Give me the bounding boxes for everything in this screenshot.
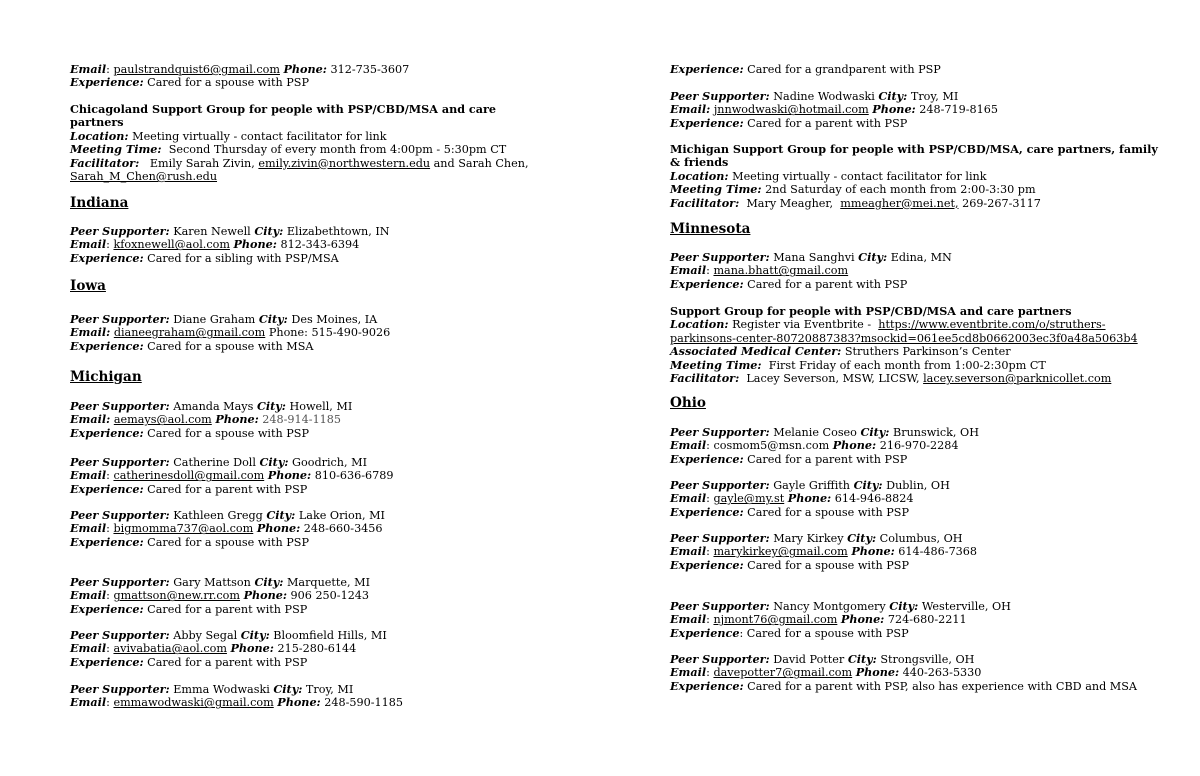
email-link[interactable]: gayle@my.st <box>713 492 785 506</box>
email-link[interactable]: dianeegraham@gmail.com <box>113 326 266 340</box>
email-link[interactable]: kfoxnewell@aol.com <box>113 238 230 252</box>
minnesota-support-group: Support Group for people with PSP/CBD/MSA and care partners Location: Register via Eventbrite - https://www.eventbrite.com/o/struthers- parkinsons-center-80720887383?msockid=061ee5cd8b0662003ec3f0a48a5063b4 Associated Medical Center: Struthers Parkinson’s Center Meeting Time: First Friday of each month from 1:00-2:30pm CT Facilitator: Lacey Severson, MSW, LICSW, lacey.severson@parknicollet.com <box>670 304 1138 386</box>
peer-supporter-entry: Peer Supporter: Mary Kirkey City: Columbus, OH Email: marykirkey@gmail.com Phone: 614-486-7368 Experience: Cared for a spouse with PSP <box>670 531 978 572</box>
eventbrite-link[interactable]: https://www.eventbrite.com/o/struthers- <box>878 318 1106 332</box>
email-link[interactable]: catherinesdoll@gmail.com <box>113 469 265 483</box>
chicagoland-support-group: Chicagoland Support Group for people with PSP/CBD/MSA and care partners Location: Meeting virtually - contact facilitator for link Meeting Time: Second Thursday of every month from 4:00pm - 5:30pm CT Facilitator: Emily Sarah Zivin, emily.zivin@northwestern.edu and Sarah Chen, Sarah_M_Chen@rush.edu <box>70 102 529 184</box>
michigan-support-group: Michigan Support Group for people with PSP/CBD/MSA, care partners, family & friends Location: Meeting virtually - contact facilitator for link Meeting Time: 2nd Saturday of each month from 2:00-3:30 pm Facilitator: Mary Meagher, mmeagher@mei.net, 269-267-3117 <box>670 142 1158 210</box>
peer-supporter-entry: Peer Supporter: Nancy Montgomery City: Westerville, OH Email: njmont76@gmail.com Phone: 724-680-2211 Experience: Cared for a spouse with PSP <box>670 599 1011 640</box>
section-heading-michigan: Michigan <box>70 369 142 385</box>
eventbrite-link-continued[interactable]: parkinsons-center-80720887383?msockid=061ee5cd8b0662003ec3f0a48a5063b4 <box>670 331 1138 345</box>
section-heading-indiana: Indiana <box>70 195 129 211</box>
peer-supporter-entry: Peer Supporter: Abby Segal City: Bloomfield Hills, MI Email: avivabatia@aol.com Phone: 215-280-6144 Experience: Cared for a parent with PSP <box>70 628 387 669</box>
peer-supporter-entry: Peer Supporter: Gayle Griffith City: Dublin, OH Email: gayle@my.st Phone: 614-946-8824 Experience: Cared for a spouse with PSP <box>670 478 950 519</box>
email-link[interactable]: aemays@aol.com <box>113 413 212 427</box>
section-heading-ohio: Ohio <box>670 395 706 411</box>
peer-supporter-entry: Peer Supporter: Karen Newell City: Elizabethtown, IN Email: kfoxnewell@aol.com Phone: 812-343-6394 Experience: Cared for a sibling with PSP/MSA <box>70 224 390 265</box>
email-link[interactable]: marykirkey@gmail.com <box>713 545 848 559</box>
email-link[interactable]: jnnwodwaski@hotmail.com <box>713 103 869 117</box>
peer-supporter-entry: Peer Supporter: Mana Sanghvi City: Edina, MN Email: mana.bhatt@gmail.com Experience: Cared for a parent with PSP <box>670 250 952 291</box>
section-heading-iowa: Iowa <box>70 278 106 294</box>
email-link[interactable]: mana.bhatt@gmail.com <box>713 264 849 278</box>
peer-supporter-entry: Peer Supporter: Gary Mattson City: Marquette, MI Email: gmattson@new.rr.com Phone: 906 250-1243 Experience: Cared for a parent with PSP <box>70 575 371 616</box>
email-link[interactable]: avivabatia@aol.com <box>113 642 227 656</box>
peer-supporter-entry: Peer Supporter: Diane Graham City: Des Moines, IA Email: dianeegraham@gmail.com Phone: 515-490-9026 Experience: Cared for a spouse with MSA <box>70 312 391 353</box>
top-entry: Email: paulstrandquist6@gmail.com Phone: 312-735-3607 Experience: Cared for a spouse with PSP <box>70 62 410 90</box>
email-link[interactable]: njmont76@gmail.com <box>713 613 838 627</box>
email-link[interactable]: gmattson@new.rr.com <box>113 589 241 603</box>
email-link[interactable]: bigmomma737@aol.com <box>113 522 254 536</box>
peer-supporter-entry: Peer Supporter: David Potter City: Strongsville, OH Email: davepotter7@gmail.com Phone: 440-263-5330 Experience: Cared for a parent with PSP, also has experience with CBD and MSA <box>670 652 1137 693</box>
email-link[interactable]: paulstrandquist6@gmail.com <box>113 63 280 76</box>
email-link[interactable]: emily.zivin@northwestern.edu <box>258 156 431 170</box>
email-link[interactable]: lacey.severson@parknicollet.com <box>923 372 1112 386</box>
peer-supporter-entry: Peer Supporter: Amanda Mays City: Howell, MI Email: aemays@aol.com Phone: 248-914-1185 Experience: Cared for a spouse with PSP <box>70 399 353 440</box>
email-link[interactable]: Sarah_M_Chen@rush.edu <box>70 170 218 184</box>
peer-supporter-entry: Peer Supporter: Emma Wodwaski City: Troy, MI Email: emmawodwaski@gmail.com Phone: 248-590-1185 <box>70 682 403 710</box>
email-link[interactable]: davepotter7@gmail.com <box>713 666 853 680</box>
email-link[interactable]: mmeagher@mei.net, <box>840 196 959 210</box>
peer-supporter-entry: Peer Supporter: Kathleen Gregg City: Lake Orion, MI Email: bigmomma737@aol.com Phone: 248-660-3456 Experience: Cared for a spouse with PSP <box>70 508 385 549</box>
section-heading-minnesota: Minnesota <box>670 221 751 237</box>
peer-supporter-entry: Peer Supporter: Catherine Doll City: Goodrich, MI Email: catherinesdoll@gmail.com Phone: 810-636-6789 Experience: Cared for a parent with PSP <box>70 455 394 496</box>
peer-supporter-entry: Peer Supporter: Melanie Coseo City: Brunswick, OH Email: cosmom5@msn.com Phone: 216-970-2284 Experience: Cared for a parent with PSP <box>670 425 979 466</box>
top-entry: Experience: Cared for a grandparent with PSP <box>670 62 941 76</box>
email-text[interactable]: cosmom5@msn.com <box>713 439 830 453</box>
peer-supporter-entry: Peer Supporter: Nadine Wodwaski City: Troy, MI Email: jnnwodwaski@hotmail.com Phone: 248-719-8165 Experience: Cared for a parent with PSP <box>670 89 998 130</box>
email-link[interactable]: emmawodwaski@gmail.com <box>113 696 274 710</box>
